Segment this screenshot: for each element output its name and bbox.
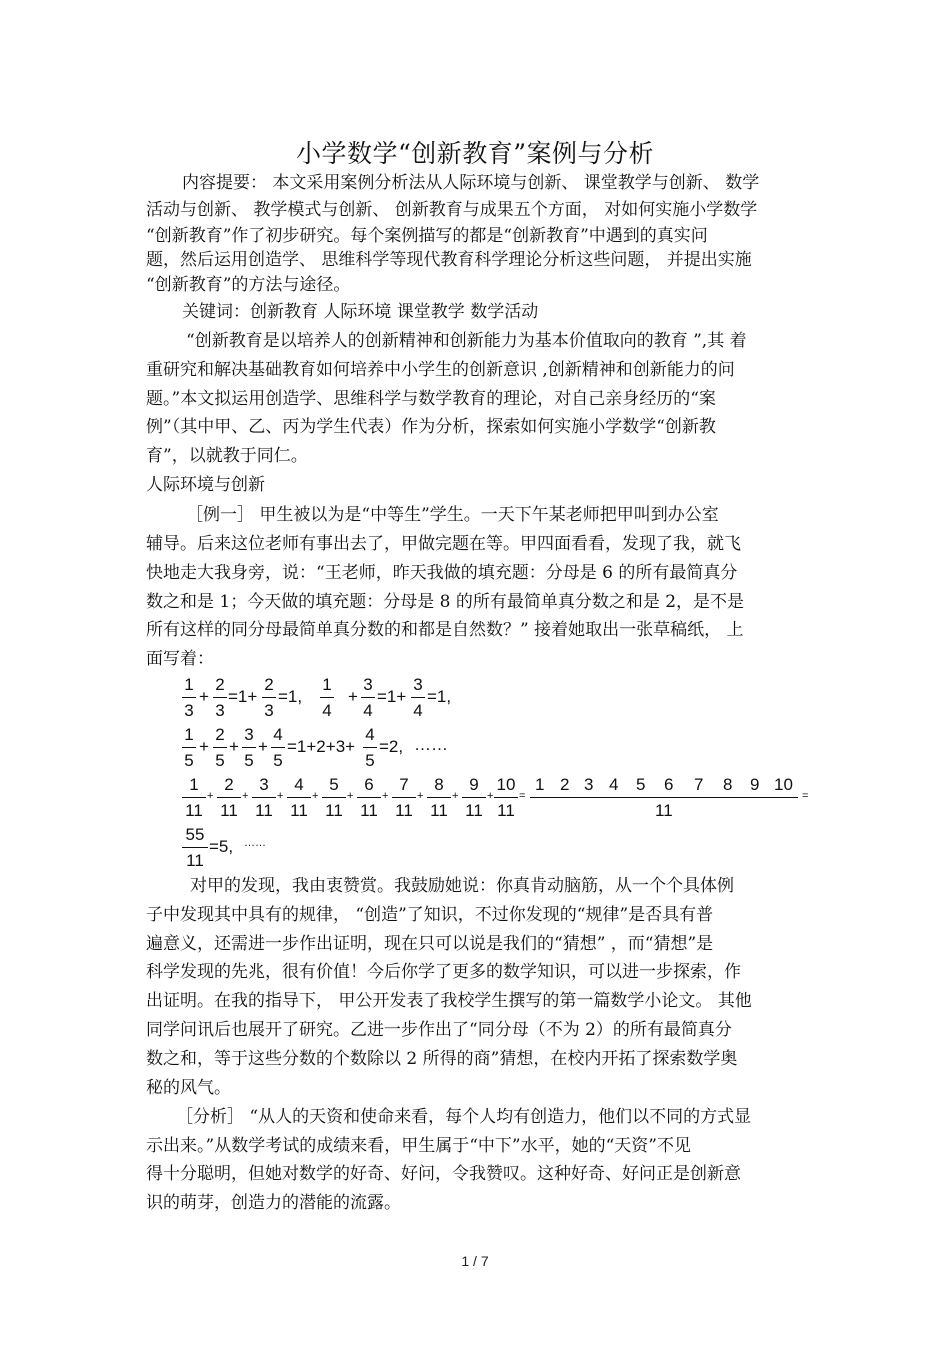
fraction-bar bbox=[287, 797, 311, 798]
numerator-term: 5 bbox=[636, 775, 646, 794]
math-operator: =1, bbox=[427, 687, 452, 706]
fraction-numerator: 3 bbox=[259, 775, 269, 794]
fraction bbox=[357, 775, 381, 821]
math-operator: …… bbox=[414, 735, 448, 754]
fraction-bar bbox=[530, 797, 798, 798]
math-operator: + bbox=[199, 737, 209, 756]
math-operator: + bbox=[417, 790, 424, 802]
intro-line: 重研究和解决基础教育如何培养中小学生的创新意识 ,创新精神和创新能力的问 bbox=[146, 360, 735, 380]
fraction bbox=[411, 675, 425, 721]
math-operator: =1+2+3+ bbox=[287, 737, 356, 756]
abstract-line: 题，然后运用创造学、 思维科学等现代教育科学理论分析这些问题， 并提出实施 bbox=[146, 250, 752, 270]
math-operator: + bbox=[347, 790, 354, 802]
example-line: ［例一］ 甲生被以为是“中等生”学生。一天下午某老师把甲叫到办公室 bbox=[186, 505, 719, 525]
intro-line: 例”（其中甲、乙、丙为学生代表）作为分析，探索如何实施小学数学“创新教 bbox=[146, 417, 716, 437]
fraction-numerator: 7 bbox=[399, 775, 409, 794]
fraction-bar bbox=[411, 697, 425, 698]
fraction-denominator: 11 bbox=[220, 801, 238, 820]
fraction-bar bbox=[494, 797, 518, 798]
numerator-term: 7 bbox=[694, 775, 704, 794]
fraction bbox=[182, 775, 206, 821]
fraction-numerator: 1 bbox=[322, 675, 332, 694]
fraction bbox=[271, 725, 285, 771]
fraction-denominator: 5 bbox=[244, 751, 254, 770]
fraction bbox=[322, 775, 346, 821]
math-operator: …… bbox=[244, 837, 266, 849]
fraction-numerator: 1 bbox=[189, 775, 199, 794]
abstract-line: 活动与创新、 教学模式与创新、 创新教育与成果五个方面， 对如何实施小学数学 bbox=[146, 200, 758, 220]
numerator-term: 10 bbox=[774, 775, 793, 794]
fraction bbox=[494, 775, 518, 821]
math-operator: =1, bbox=[278, 687, 303, 706]
fraction-numerator: 3 bbox=[244, 725, 254, 744]
math-operator: + bbox=[312, 790, 319, 802]
fraction bbox=[363, 725, 377, 771]
fraction-denominator: 11 bbox=[290, 801, 308, 820]
fraction-numerator: 3 bbox=[413, 675, 423, 694]
fraction-bar bbox=[182, 747, 196, 748]
fraction-numerator: 4 bbox=[273, 725, 283, 744]
example-line: 数之和是 1；今天做的填充题：分母是 8 的所有最简单真分数之和是 2，是不是 bbox=[146, 592, 745, 612]
example-line: 快地走大我身旁，说：“王老师，昨天我做的填充题：分母是 6 的所有最简真分 bbox=[146, 563, 738, 583]
fraction bbox=[427, 775, 451, 821]
fraction-numerator: 2 bbox=[264, 675, 274, 694]
fraction-numerator: 10 bbox=[496, 775, 516, 794]
fraction-numerator: 2 bbox=[224, 775, 234, 794]
fraction-bar bbox=[363, 747, 377, 748]
fraction bbox=[182, 675, 196, 721]
fraction-bar bbox=[182, 697, 196, 698]
fraction-bar bbox=[252, 797, 276, 798]
fraction-bar bbox=[217, 797, 241, 798]
fraction-bar bbox=[462, 797, 486, 798]
fraction-bar bbox=[213, 747, 227, 748]
fraction bbox=[242, 725, 256, 771]
intro-line: 题。”本文拟运用创造学、思维科学与数学教育的理论，对自己亲身经历的“案 bbox=[146, 389, 716, 409]
body-line: 对甲的发现，我由衷赞赏。我鼓励她说：你真肯动脑筋，从一个个具体例 bbox=[190, 876, 734, 896]
analysis-line: ［分析］ “从人的天资和使命来看，每个人均有创造力，他们以不同的方式显 bbox=[176, 1107, 752, 1127]
math-operator: = bbox=[802, 790, 809, 802]
body-line: 遍意义，还需进一步作出证明，现在只可以说是我们的“猜想” ，而“猜想”是 bbox=[146, 934, 714, 954]
body-line: 秘的风气。 bbox=[146, 1078, 231, 1098]
fraction-denominator: 11 bbox=[360, 801, 378, 820]
math-operator: =5, bbox=[209, 837, 234, 856]
math-operator: = bbox=[519, 790, 526, 802]
fraction-numerator: 9 bbox=[469, 775, 479, 794]
fraction-denominator: 11 bbox=[655, 801, 673, 820]
fraction-denominator: 11 bbox=[185, 801, 203, 820]
fraction-bar bbox=[320, 697, 334, 698]
math-operator: =2, bbox=[379, 737, 404, 756]
fraction-bar bbox=[361, 697, 375, 698]
fraction-denominator: 4 bbox=[363, 701, 373, 720]
abstract-line: “创新教育”的方法与途径。 bbox=[146, 275, 351, 295]
numerator-term: 6 bbox=[664, 775, 674, 794]
fraction-bar bbox=[322, 797, 346, 798]
fraction-denominator: 11 bbox=[395, 801, 413, 820]
numerator-term: 8 bbox=[723, 775, 733, 794]
fraction-denominator: 3 bbox=[264, 701, 274, 720]
fraction bbox=[287, 775, 311, 821]
fraction-denominator: 5 bbox=[365, 751, 375, 770]
fraction bbox=[262, 675, 276, 721]
fraction-bar bbox=[427, 797, 451, 798]
fraction-denominator: 4 bbox=[413, 701, 423, 720]
fraction bbox=[217, 775, 241, 821]
fraction-denominator: 11 bbox=[465, 801, 483, 820]
fraction-bar bbox=[271, 747, 285, 748]
fraction-numerator: 1 bbox=[184, 675, 194, 694]
example-line: 所有这样的同分母最简单真分数的和都是自然数？” 接着她取出一张草稿纸， 上 bbox=[146, 620, 744, 640]
fraction-numerator: 5 bbox=[329, 775, 339, 794]
fraction-bar bbox=[182, 797, 206, 798]
fraction-bar bbox=[242, 747, 256, 748]
fraction-denominator: 11 bbox=[430, 801, 448, 820]
fraction bbox=[252, 775, 276, 821]
intro-line: “创新教育是以培养人的创新精神和创新能力为基本价值取向的教育 ”,其 着 bbox=[186, 331, 747, 351]
fraction bbox=[213, 675, 227, 721]
fraction bbox=[361, 675, 375, 721]
math-operator: + bbox=[277, 790, 284, 802]
fraction-numerator: 4 bbox=[365, 725, 375, 744]
math-operator: + bbox=[229, 737, 239, 756]
math-operator: + bbox=[199, 687, 209, 706]
fraction-bar bbox=[392, 797, 416, 798]
numerator-term: 9 bbox=[750, 775, 760, 794]
analysis-line: 得十分聪明，但她对数学的好奇、好问，令我赞叹。这种好奇、好问正是创新意 bbox=[146, 1164, 741, 1184]
fraction bbox=[392, 775, 416, 821]
page-title: 小学数学“创新教育”案例与分析 bbox=[295, 139, 655, 168]
fraction-bar bbox=[357, 797, 381, 798]
fraction-denominator: 3 bbox=[215, 701, 225, 720]
fraction bbox=[462, 775, 486, 821]
body-line: 同学问讯后也展开了研究。乙进一步作出了“同分母（不为 2）的所有最简真分 bbox=[146, 1020, 732, 1040]
numerator-term: 4 bbox=[609, 775, 619, 794]
fraction bbox=[182, 825, 208, 871]
example-line: 面写着： bbox=[146, 649, 214, 669]
fraction-numerator: 2 bbox=[215, 675, 225, 694]
fraction-numerator: 8 bbox=[434, 775, 444, 794]
fraction-denominator: 4 bbox=[322, 701, 332, 720]
fraction-denominator: 5 bbox=[215, 751, 225, 770]
fraction bbox=[213, 725, 227, 771]
example-line: 辅导。后来这位老师有事出去了，甲做完题在等。甲四面看看，发现了我，就飞 bbox=[146, 534, 741, 554]
body-line: 科学发现的先兆，很有价值！今后你学了更多的数学知识，可以进一步探索，作 bbox=[146, 962, 741, 982]
math-operator: + bbox=[382, 790, 389, 802]
fraction-numerator: 55 bbox=[185, 825, 205, 844]
fraction-denominator: 11 bbox=[186, 851, 204, 870]
fraction-numerator: 4 bbox=[294, 775, 304, 794]
analysis-line: 示出来。”从数学考试的成绩来看，甲生属于“中下”水平，她的“天资”不见 bbox=[146, 1136, 691, 1156]
abstract-line: 内容提要： 本文采用案例分析法从人际环境与创新、 课堂教学与创新、 数学 bbox=[182, 173, 760, 193]
numerator-term: 1 bbox=[535, 775, 545, 794]
numerator-term: 3 bbox=[584, 775, 594, 794]
math-operator: =1+ bbox=[228, 687, 258, 706]
math-operator: + bbox=[452, 790, 459, 802]
abstract-line: “创新教育”作了初步研究。每个案例描写的都是“创新教育”中遇到的真实问 bbox=[146, 226, 708, 246]
intro-line: 育”，以就教于同仁。 bbox=[146, 446, 308, 466]
body-line: 出证明。在我的指导下， 甲公开发表了我校学生撰写的第一篇数学小论文。 其他 bbox=[146, 991, 752, 1011]
numerator-term: 2 bbox=[560, 775, 570, 794]
fraction-bar bbox=[182, 847, 208, 848]
fraction bbox=[320, 675, 334, 721]
math-operator: =1+ bbox=[377, 687, 407, 706]
body-line: 数之和，等于这些分数的个数除以 2 所得的商”猜想，在校内开拓了探索数学奥 bbox=[146, 1049, 738, 1069]
math-operator: + bbox=[487, 790, 494, 802]
fraction-denominator: 11 bbox=[325, 801, 343, 820]
fraction-denominator: 11 bbox=[497, 801, 515, 820]
fraction-numerator: 1 bbox=[184, 725, 194, 744]
fraction-denominator: 11 bbox=[255, 801, 273, 820]
fraction-numerator: 2 bbox=[215, 725, 225, 744]
math-operator: + bbox=[242, 790, 249, 802]
fraction-denominator: 5 bbox=[184, 751, 194, 770]
fraction bbox=[182, 725, 196, 771]
body-line: 子中发现其中具有的规律， “创造”了知识，不过你发现的“规律”是否具有普 bbox=[146, 905, 714, 925]
fraction-denominator: 5 bbox=[273, 751, 283, 770]
analysis-line: 识的萌芽，创造力的潜能的流露。 bbox=[146, 1193, 401, 1213]
page-number: 1 / 7 bbox=[461, 1253, 489, 1269]
section-heading: 人际环境与创新 bbox=[146, 475, 265, 495]
math-operator: + bbox=[207, 790, 214, 802]
math-operator: + bbox=[258, 737, 268, 756]
fraction-numerator: 3 bbox=[363, 675, 373, 694]
fraction-bar bbox=[262, 697, 276, 698]
fraction-bar bbox=[213, 697, 227, 698]
fraction-denominator: 3 bbox=[184, 701, 194, 720]
keywords: 关键词：创新教育 人际环境 课堂教学 数学活动 bbox=[182, 302, 539, 322]
fraction-numerator: 6 bbox=[364, 775, 374, 794]
math-operator: + bbox=[348, 687, 358, 706]
